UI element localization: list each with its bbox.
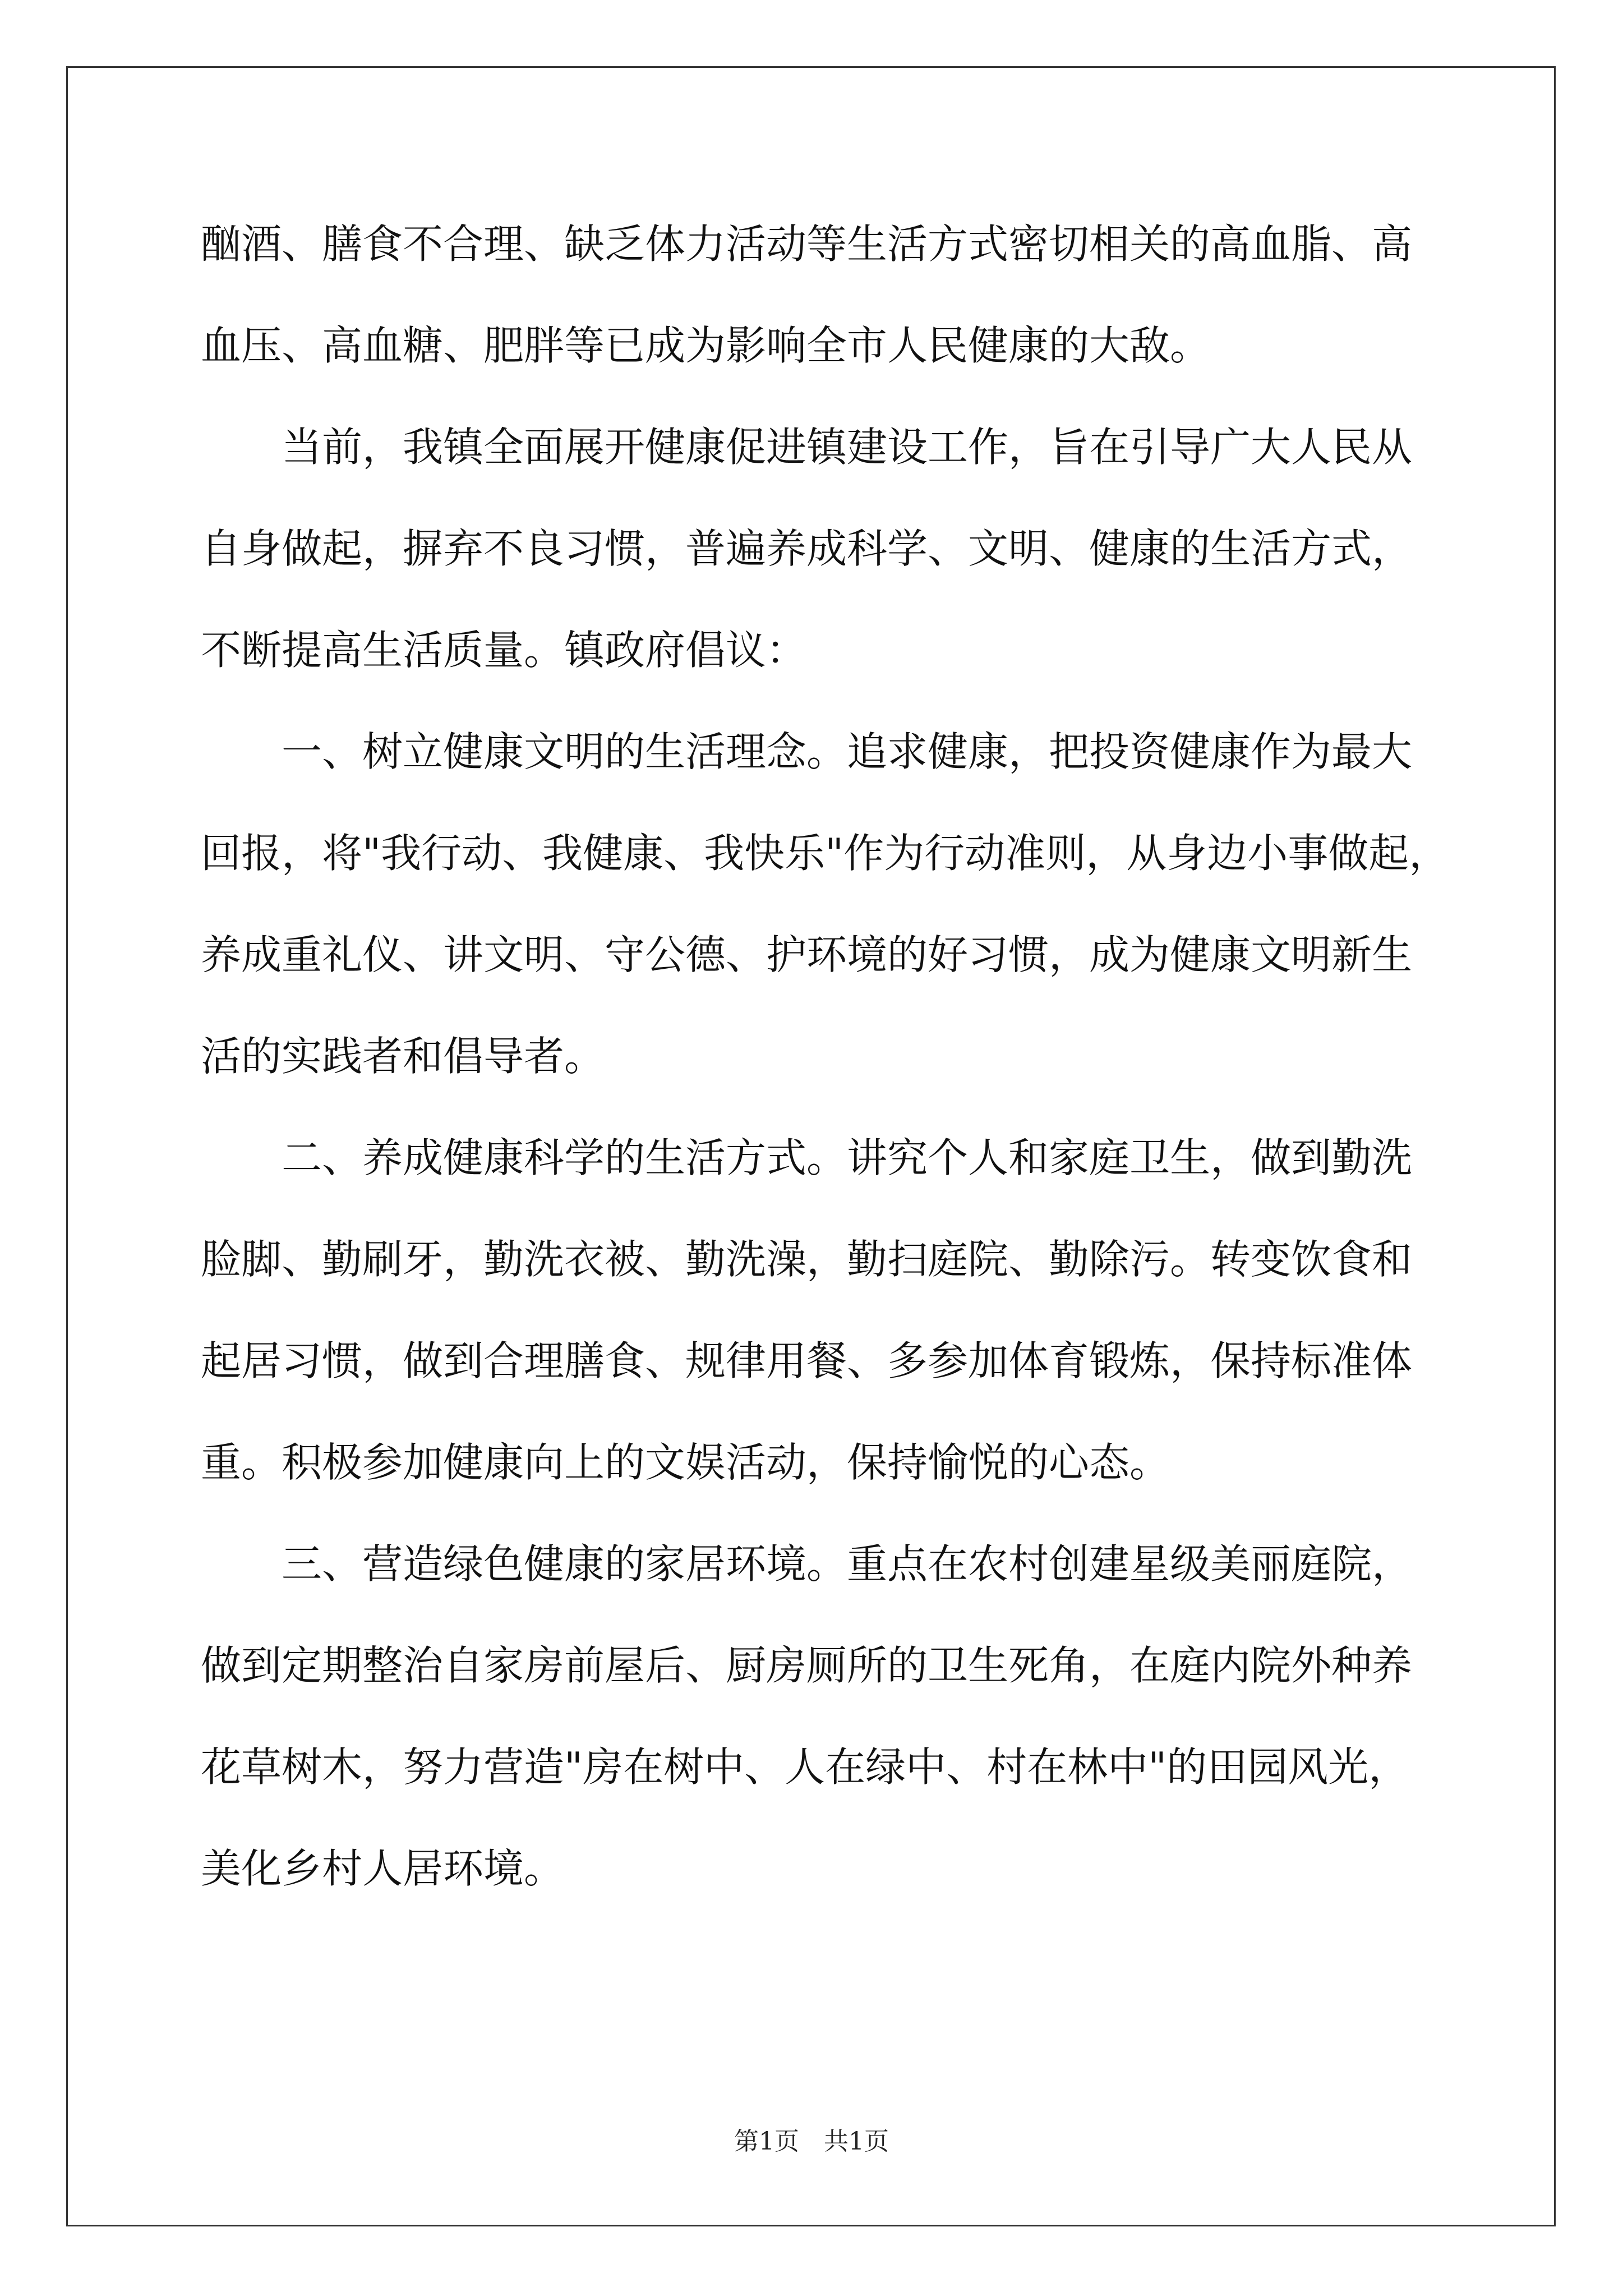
text-line: 起居习惯，做到合理膳食、规律用餐、多参加体育锻炼，保持标准体 <box>201 1337 1413 1384</box>
text-line: 当前，我镇全面展开健康促进镇建设工作，旨在引导广大人民从 <box>201 424 1413 471</box>
text-line: 养成重礼仪、讲文明、守公德、护环境的好习惯，成为健康文明新生 <box>201 931 1413 978</box>
text-line: 不断提高生活质量。镇政府倡议： <box>201 627 807 674</box>
text-line: 自身做起，摒弃不良习惯，普遍养成科学、文明、健康的生活方式， <box>201 525 1413 572</box>
text-line: 一、树立健康文明的生活理念。追求健康，把投资健康作为最大 <box>201 728 1413 775</box>
text-line: 回报，将"我行动、我健康、我快乐"作为行动准则，从身边小事做起， <box>201 830 1450 877</box>
text-line: 脸脚、勤刷牙，勤洗衣被、勤洗澡，勤扫庭院、勤除污。转变饮食和 <box>201 1236 1413 1283</box>
text-line: 三、营造绿色健康的家居环境。重点在农村创建星级美丽庭院， <box>201 1540 1413 1588</box>
text-line: 二、养成健康科学的生活方式。讲究个人和家庭卫生，做到勤洗 <box>201 1134 1413 1181</box>
text-line: 做到定期整治自家房前屋后、厨房厕所的卫生死角，在庭内院外种养 <box>201 1642 1413 1689</box>
text-line: 美化乡村人居环境。 <box>201 1845 565 1892</box>
text-line: 活的实践者和倡导者。 <box>201 1033 605 1080</box>
text-line: 血压、高血糖、肥胖等已成为影响全市人民健康的大敌。 <box>201 322 1211 369</box>
text-line: 花草树木，努力营造"房在树中、人在绿中、村在林中"的田园风光， <box>201 1743 1409 1791</box>
page-number-footer: 第1页 共1页 <box>734 2127 889 2156</box>
text-line: 重。积极参加健康向上的文娱活动，保持愉悦的心态。 <box>201 1439 1170 1486</box>
text-line: 酗酒、膳食不合理、缺乏体力活动等生活方式密切相关的高血脂、高 <box>201 220 1413 268</box>
